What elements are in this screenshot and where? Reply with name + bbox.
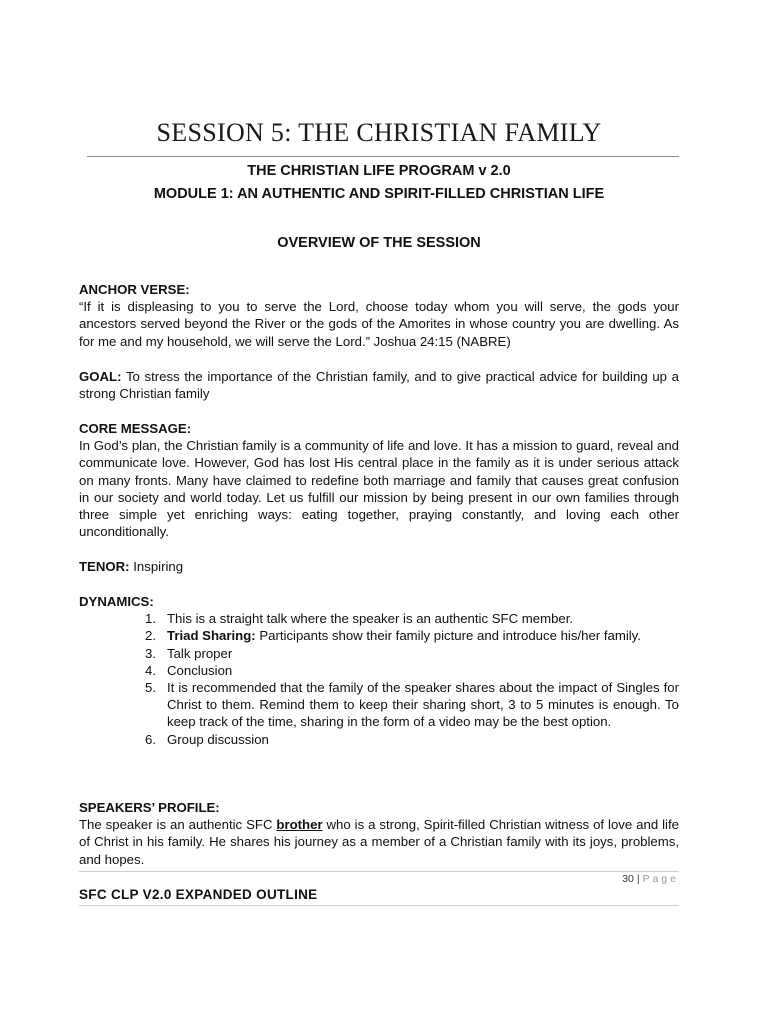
anchor-verse-label: ANCHOR VERSE: [79, 282, 190, 297]
footer-outline-title: SFC CLP V2.0 EXPANDED OUTLINE [79, 887, 318, 902]
list-item-number: 3. [145, 645, 156, 661]
page-number [622, 873, 679, 885]
list-item [79, 645, 679, 662]
list-item [79, 731, 679, 748]
list-item-number: 2. [145, 628, 156, 644]
tenor-label: TENOR: [79, 559, 130, 574]
tenor-section [79, 558, 679, 575]
page-number-value: 30 [622, 873, 634, 885]
goal-text: To stress the importance of the Christian family, and to give practical advice for building up a strong Christian family [79, 369, 679, 402]
list-item-text: It is recommended that the family of the speaker shares about the impact of Singles for Christ to them. Remind them to keep their sharing short, 3 to 5 minutes is enough. To keep track of the time, sharing in the form of a video may be the best option. [167, 680, 679, 730]
footer-divider-top [79, 871, 679, 872]
page-word: Page [642, 873, 679, 885]
goal-section [79, 368, 679, 402]
page-number-separator: | [633, 873, 643, 885]
list-item [79, 662, 679, 679]
overview-heading: OVERVIEW OF THE SESSION [277, 235, 481, 251]
dynamics-section [79, 593, 679, 748]
dynamics-list [79, 610, 679, 748]
tenor-text: Inspiring [133, 559, 184, 574]
list-item-number: 6. [145, 731, 156, 747]
list-item-text: Conclusion [167, 662, 233, 678]
core-message-label: CORE MESSAGE: [79, 421, 192, 436]
list-item-number: 5. [145, 680, 156, 696]
list-item [79, 610, 679, 627]
dynamics-label: DYNAMICS: [79, 594, 154, 609]
speakers-profile-emphasis: brother [276, 817, 323, 833]
list-item-number: 4. [145, 662, 156, 678]
list-item [79, 679, 679, 731]
speakers-profile-text-end: who is a strong, Spirit-filled Christian witness of love and life of Christ in his family. He shares his journey as a member of a Christian family with its joys, problems, and hopes. [79, 817, 679, 867]
program-subtitle: THE CHRISTIAN LIFE PROGRAM v 2.0 [247, 163, 511, 179]
list-item-text: This is a straight talk where the speaker is an authentic SFC member. [167, 611, 574, 627]
module-subtitle: MODULE 1: AN AUTHENTIC AND SPIRIT-FILLED CHRISTIAN LIFE [153, 186, 605, 202]
speakers-profile-text-start: The speaker is an authentic SFC [79, 817, 277, 833]
speakers-profile-section [79, 799, 679, 868]
goal-label: GOAL: [79, 369, 122, 384]
anchor-verse-section [79, 281, 679, 350]
list-item-text: Participants show their family picture and introduce his/her family. [255, 628, 641, 644]
anchor-verse-text: “If it is displeasing to you to serve the Lord, choose today whom you will serve, the gods your ancestors served beyond the River or the gods of the Amorites in whose country you are dwelling. As for me and my household, we will serve the Lord.” Joshua 24:15 (NABRE) [79, 299, 679, 349]
title-divider [87, 156, 679, 157]
core-message-text: In God’s plan, the Christian family is a community of life and love. It has a mission to guard, reveal and communicate love. However, God has lost His central place in the family as it is under serious attack on many fronts. Many have claimed to redefine both marriage and family that causes great confusion in our society and world today. Let us fulfill our mission by being present in our own families through three simple yet enriching ways: eating together, praying constantly, and loving each other unconditionally. [79, 438, 679, 540]
list-item-text: Talk proper [167, 645, 233, 661]
page-title: SESSION 5: THE CHRISTIAN FAMILY [156, 118, 602, 147]
list-item-number: 1. [145, 611, 156, 627]
list-item [79, 627, 679, 644]
speakers-profile-label: SPEAKERS’ PROFILE: [79, 800, 220, 815]
list-item-bold-label: Triad Sharing: [167, 628, 256, 644]
list-item-text: Group discussion [167, 731, 269, 747]
footer-divider-bottom [79, 905, 679, 906]
core-message-section [79, 420, 679, 540]
